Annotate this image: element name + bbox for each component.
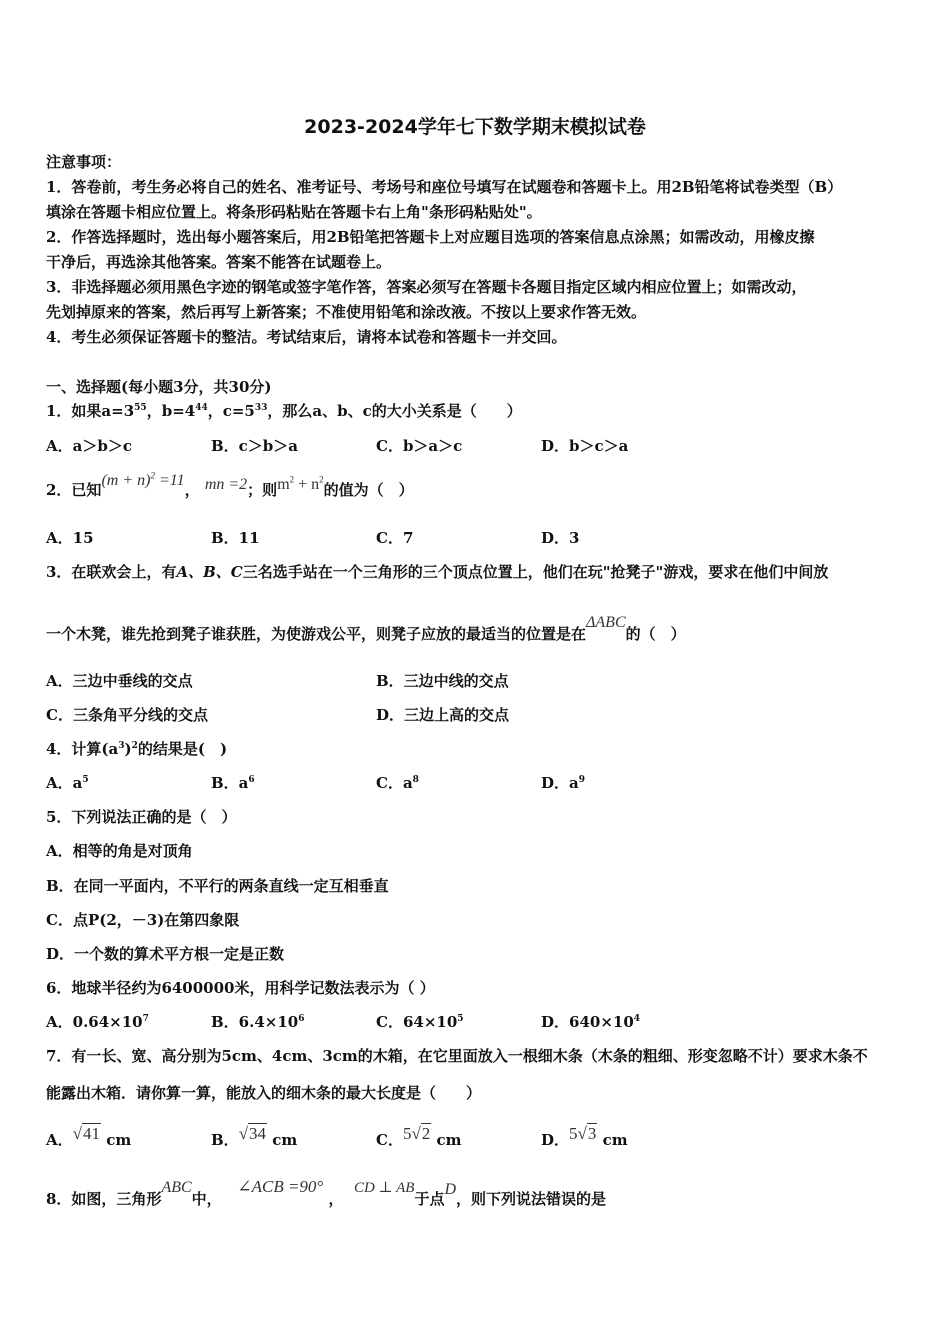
q3-option-d: D．三边上高的交点 — [376, 706, 510, 724]
question-3-line1: 3．在联欢会上，有A、B、C三名选手站在一个三角形的三个顶点位置上，他们在玩"抢凳子"游戏，要求在他们中间放 — [46, 563, 829, 581]
notice-heading: 注意事项： — [46, 153, 122, 171]
q3-option-c: C．三条角平分线的交点 — [46, 706, 208, 724]
notice-line: 3．非选择题必须用黑色字迹的钢笔或签字笔作答，答案必须写在答题卡各题目指定区域内相应位置上；如需改动， — [46, 278, 807, 296]
q7-option-c: C．5√2 cm — [376, 1124, 462, 1149]
question-2-stem: 2．已知$(m + n)^2 =11$， mn =2；则$m^2 + n^2$的值为（ ） — [46, 470, 414, 499]
question-6-stem: 6．地球半径约为6400000米，用科学记数法表示为（ ） — [46, 979, 435, 997]
page-title: 2023-2024学年七下数学期末模拟试卷 — [304, 116, 646, 138]
notice-line: 填涂在答题卡相应位置上。将条形码粘贴在答题卡右上角"条形码粘贴处"。 — [46, 203, 542, 221]
q7-option-b: B．√34 cm — [211, 1124, 298, 1149]
question-8-stem: 8．如图，三角形ABC中， ∠ACB =90° ， CD ⊥ AB于点D，则下列说法错误的是 — [46, 1177, 607, 1208]
notice-line: 先划掉原来的答案，然后再写上新答案；不准使用铅笔和涂改液。不按以上要求作答无效。 — [46, 303, 647, 321]
notice-line: 2．作答选择题时，选出每小题答案后，用2B铅笔把答题卡上对应题目选项的答案信息点涂黑；如需改动，用橡皮擦 — [46, 228, 815, 246]
notice-line: 干净后，再选涂其他答案。答案不能答在试题卷上。 — [46, 253, 392, 271]
q4-option-c: C．$a^8$ — [376, 774, 419, 792]
q1-option-a: A．a＞b＞c — [46, 437, 132, 455]
q7-option-a: A．√41 cm — [46, 1124, 132, 1149]
q4-option-b: B．$a^6$ — [211, 774, 255, 792]
q6-option-c: C．$64\times 10^5$ — [376, 1013, 464, 1031]
q6-option-a: A．$0.64\times 10^7$ — [46, 1013, 149, 1031]
q4-option-a: A．$a^5$ — [46, 774, 89, 792]
q1-option-d: D．b＞c＞a — [541, 437, 629, 455]
q2-option-a: A．15 — [46, 529, 94, 547]
q1-option-c: C．b＞a＞c — [376, 437, 463, 455]
q7-option-d: D．5√3 cm — [541, 1124, 628, 1149]
q4-option-d: D．$a^9$ — [541, 774, 585, 792]
q5-option-a: A．相等的角是对顶角 — [46, 842, 193, 860]
section-heading: 一、选择题(每小题3分，共30分) — [46, 378, 272, 396]
q5-option-d: D．一个数的算术平方根一定是正数 — [46, 945, 285, 963]
question-5-stem: 5．下列说法正确的是（ ） — [46, 808, 237, 826]
question-7-line2: 能露出木箱．请你算一算，能放入的细木条的最大长度是（ ） — [46, 1084, 482, 1102]
q6-option-d: D．$640\times 10^4$ — [541, 1013, 641, 1031]
q5-option-b: B．在同一平面内，不平行的两条直线一定互相垂直 — [46, 877, 389, 895]
q2-option-b: B．11 — [211, 529, 260, 547]
q5-option-c: C．点P(2，－3)在第四象限 — [46, 911, 240, 929]
question-7-line1: 7．有一长、宽、高分别为5cm、4cm、3cm的木箱，在它里面放入一根细木条（木条的粗细、形变忽略不计）要求木条不 — [46, 1047, 868, 1065]
question-1-stem: 1．如果$a=3^{55}$，$b=4^{44}$，$c=5^{33}$，那么a、b、c的大小关系是（ ） — [46, 402, 522, 420]
question-4-stem: 4．计算$(a^3)^2$的结果是( ) — [46, 740, 228, 758]
notice-line: 1．答卷前，考生务必将自己的姓名、准考证号、考场号和座位号填写在试题卷和答题卡上。用2B铅笔将试卷类型（B） — [46, 178, 843, 196]
notice-line: 4．考生必须保证答题卡的整洁。考试结束后，请将本试卷和答题卡一并交回。 — [46, 328, 567, 346]
q2-option-d: D．3 — [541, 529, 580, 547]
q2-option-c: C．7 — [376, 529, 414, 547]
q6-option-b: B．$6.4\times 10^6$ — [211, 1013, 305, 1031]
q3-option-b: B．三边中线的交点 — [376, 672, 509, 690]
question-3-line2: 一个木凳，谁先抢到凳子谁获胜，为使游戏公平，则凳子应放的最适当的位置是在ΔABC的（ ） — [46, 614, 686, 643]
q1-option-b: B．c＞b＞a — [211, 437, 299, 455]
q3-option-a: A．三边中垂线的交点 — [46, 672, 193, 690]
